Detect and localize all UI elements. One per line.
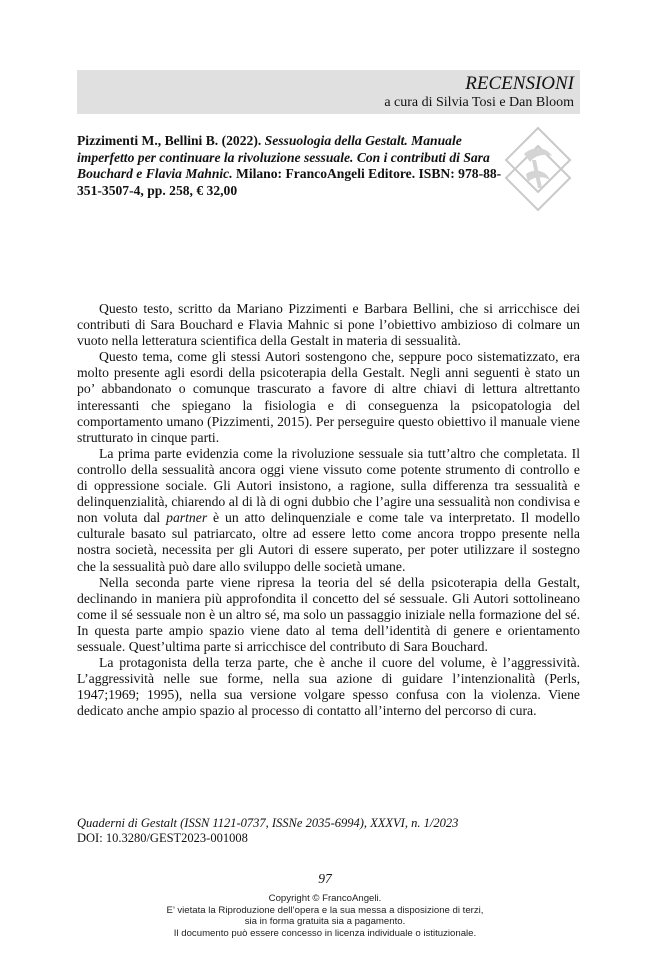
citation-publisher: Milano: FrancoAngeli Editore. xyxy=(236,166,416,182)
book-citation xyxy=(77,133,507,199)
review-paragraph-3 xyxy=(77,446,580,575)
journal-reference: Quaderni di Gestalt (ISSN 1121-0737, ISSNe 2035-6994), XXXVI, n. 1/2023 xyxy=(77,816,459,830)
section-title: RECENSIONI xyxy=(465,73,574,94)
citation-title: Sessuologia della Gestalt. Manuale imperfetto per continuare la rivoluzione sessuale. Con i contributi di Sara Bouchard e Flavia Mahnic. xyxy=(77,133,490,182)
section-header xyxy=(77,70,580,114)
review-paragraph-5: La protagonista della terza parte, che è anche il cuore del volume, è l’aggressività. L’aggressività nelle sue forme, nella sua azione di guidare l’intenzionalità (Perls, 1947;1969; 1995), nella sua versione volgare spesso confusa con la violenza. Viene dedicato anche ampio spazio al processo di contatto all’interno del percorso di cura. xyxy=(77,655,580,719)
review-paragraph-3-emphasis: partner xyxy=(166,510,208,526)
journal-logo-graphic xyxy=(502,124,574,214)
review-paragraph-3-part-b: è un atto delinquenziale e come tale va interpretato. Il modello culturale basato sul patriarcato, oltre ad essere letto come ancora troppo presente nella nostra società, necessita per gli Autori di essere superato, per poter utilizzare il sostegno che la sessualità può dare allo sviluppo delle società umane. xyxy=(77,510,580,574)
review-paragraph-1: Questo testo, scritto da Mariano Pizzimenti e Barbara Bellini, che si arricchisce dei contributi di Sara Bouchard e Flavia Mahnic si pone l’obiettivo ambizioso di colmare un vuoto nella letteratura scientifica della Gestalt in materia di sessualità. xyxy=(77,301,580,349)
journal-logo-icon xyxy=(502,124,574,214)
copyright-line-4: Il documento può essere concesso in licenza individuale o istituzionale. xyxy=(173,927,477,939)
section-editors: a cura di Silvia Tosi e Dan Bloom xyxy=(384,95,574,110)
review-body xyxy=(77,301,580,719)
review-paragraph-4: Nella seconda parte viene ripresa la teoria del sé della psicoterapia della Gestalt, declinando in maniera più approfondita il concetto del sé sessuale. Gli Autori sottolineano come il sé sessuale non è un altro sé, ma solo un passaggio iniziale nella formazione del sé. In questa parte ampio spazio viene dato al tema dell’identità di genere e orientamento sessuale. Quest’ultima parte si arricchisce del contributo di Sara Bouchard. xyxy=(77,574,580,654)
review-paragraph-3-part-a: La prima parte evidenzia come la rivoluzione sessuale sia tutt’altro che completata. Il controllo della sessualità ancora oggi viene vissuto come potente strumento di controllo e di oppressione sociale. Gli Autori insistono, a ragione, sulla differenza tra sessualità e delinquenzialità, chiarendo al di là di ogni dubbio che l’agire una sessualità non condivisa e non voluta dal xyxy=(77,445,580,526)
journal-footer xyxy=(77,816,580,846)
citation-authors: Pizzimenti M., Bellini B. (2022). xyxy=(77,133,262,148)
citation-isbn: ISBN: 978-88-351-3507-4, pp. 258, € 32,00 xyxy=(77,166,502,198)
review-paragraph-2: Questo tema, come gli stessi Autori sostengono che, seppure poco sistematizzato, era molto presente agli esordi della psicoterapia della Gestalt. Negli anni seguenti è stato un po’ abbandonato o comunque trascurato a favore di altre chiavi di lettura altrettanto interessanti che spiegano la fisiologia e di conseguenza la psicopatologia del comportamento umano (Pizzimenti, 2015). Per perseguire questo obiettivo il manuale viene strutturato in cinque parti. xyxy=(77,349,580,445)
copyright-line-2: E’ vietata la Riproduzione dell’opera e la sua messa a disposizione di terzi, xyxy=(166,904,484,916)
doi-reference: DOI: 10.3280/GEST2023-001008 xyxy=(77,831,248,845)
copyright-line-1: Copyright © FrancoAngeli. xyxy=(268,893,382,904)
page-number: 97 xyxy=(318,871,332,886)
copyright-notice xyxy=(0,893,650,939)
copyright-line-3: sia in forma gratuita sia a pagamento. xyxy=(244,916,406,928)
